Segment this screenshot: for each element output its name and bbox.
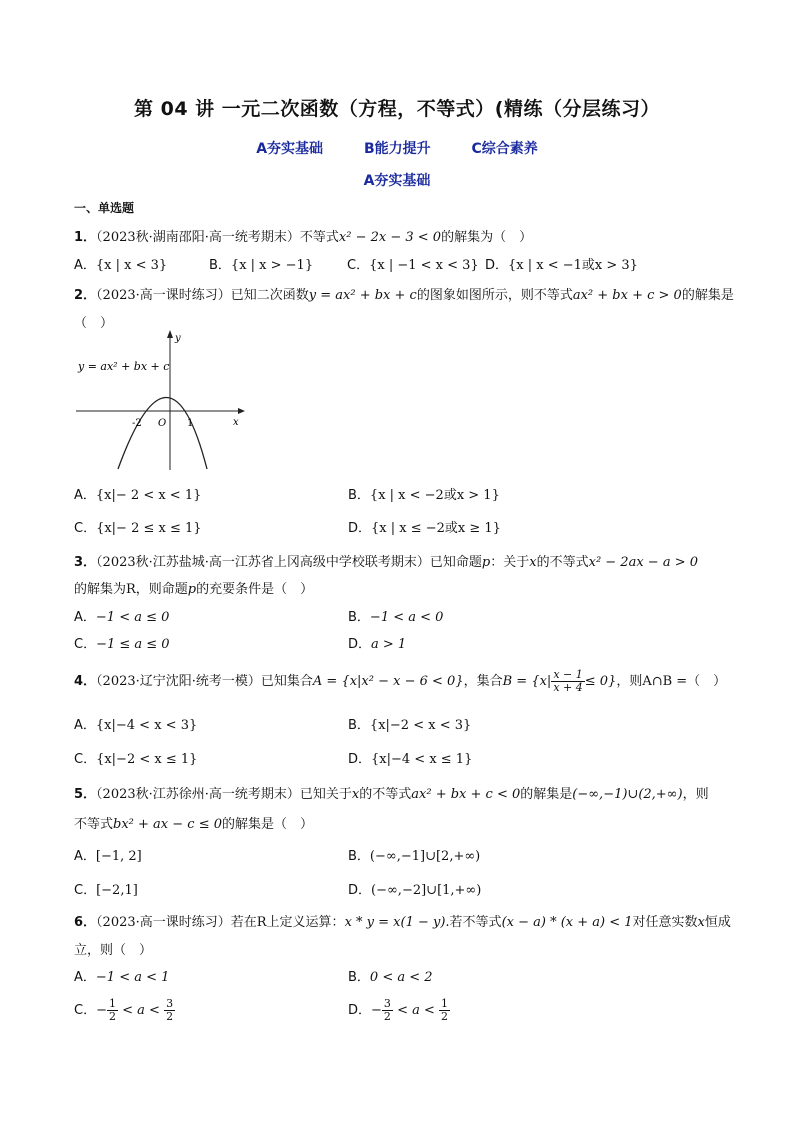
y-axis-arrow bbox=[167, 330, 173, 338]
math-expression: ax² + bx + c < 0 bbox=[411, 787, 521, 802]
q6-option-d[interactable]: D．− $\frac{3}{2}$ < a < $\frac{1}{2}$ bbox=[348, 997, 449, 1023]
question-2-paren: （ ） bbox=[74, 316, 114, 331]
q4-option-d[interactable]: D．{x|−4 < x ≤ 1} bbox=[348, 752, 473, 767]
question-5-line2: 不等式bx² + ax − c ≤ 0的解集是（ ） bbox=[74, 817, 314, 832]
question-2 bbox=[74, 284, 734, 303]
tick-origin: O bbox=[158, 418, 167, 429]
fraction: $\frac{1}{2}$ bbox=[108, 997, 116, 1023]
subheading: A夯实基础 bbox=[363, 173, 431, 189]
q1-option-d[interactable]: D．{x | x < −1或x > 3} bbox=[485, 258, 638, 273]
tick-neg2: -2 bbox=[132, 418, 142, 429]
question-3: 3．（2023秋·江苏盐城·高一江苏省上冈高级中学校联考期末）已知命题p：关于x的不等式x² − 2ax − a > 0 bbox=[74, 555, 698, 570]
q2-option-d[interactable]: D．{x | x ≤ −2或x ≥ 1} bbox=[348, 521, 501, 536]
question-number: 4． bbox=[74, 674, 97, 689]
q3-option-d[interactable]: D．a > 1 bbox=[348, 637, 407, 652]
q5-option-d[interactable]: D．(−∞,−2]∪[1,+∞) bbox=[348, 883, 482, 898]
question-text: 的解集是 bbox=[681, 288, 734, 303]
level-b: B能力提升 bbox=[363, 141, 431, 157]
q5-option-c[interactable]: C．[−2,1] bbox=[74, 883, 138, 898]
level-nav bbox=[0, 138, 794, 158]
q1-option-c[interactable]: C．{x | −1 < x < 3} bbox=[347, 258, 479, 273]
fraction: $\frac{3}{2}$ bbox=[383, 997, 391, 1023]
q3-option-c[interactable]: C．−1 ≤ a ≤ 0 bbox=[74, 637, 170, 652]
question-number: 2． bbox=[74, 288, 97, 303]
tick-1: 1 bbox=[187, 418, 194, 429]
fraction: $\frac{x - 1}{x + 4}$ bbox=[553, 668, 583, 694]
q6-option-c[interactable]: C．− $\frac{1}{2}$ < a < $\frac{3}{2}$ bbox=[74, 997, 174, 1023]
x-axis-arrow bbox=[238, 408, 245, 414]
question-1 bbox=[74, 226, 532, 245]
question-4: 4．（2023·辽宁沈阳·统考一模）已知集合A = {x|x² − x − 6 < 0}，集合B = {x| $\frac{x - 1}{x + 4}$ ≤ 0}，则A∩B =（ ） bbox=[74, 668, 727, 694]
question-text: 的图象如图所示，则不等式 bbox=[416, 288, 573, 303]
q2-option-a[interactable]: A．{x|− 2 < x < 1} bbox=[74, 488, 202, 503]
question-text: 的解集为（ ） bbox=[441, 230, 533, 245]
question-text: （2023秋·江苏盐城·高一江苏省上冈高级中学校联考期末）已知命题 bbox=[96, 555, 482, 570]
question-text: （2023秋·湖南邵阳·高一统考期末）不等式 bbox=[96, 230, 339, 245]
level-c: C综合素养 bbox=[471, 141, 538, 157]
q3-option-a[interactable]: A．−1 < a ≤ 0 bbox=[74, 610, 170, 625]
question-6: 6．（2023·高一课时练习）若在R上定义运算：x * y = x(1 − y).若不等式(x − a) * (x + a) < 1对任意实数x恒成 bbox=[74, 915, 731, 930]
question-6-line2: 立，则（ ） bbox=[74, 943, 153, 958]
q4-option-a[interactable]: A．{x|−4 < x < 3} bbox=[74, 718, 198, 733]
graph-label: y = ax² + bx + c bbox=[78, 360, 170, 373]
q2-option-c[interactable]: C．{x|− 2 ≤ x ≤ 1} bbox=[74, 521, 202, 536]
question-text: （2023·高一课时练习）已知二次函数 bbox=[96, 288, 309, 303]
math-expression: ax² + bx + c > 0 bbox=[572, 288, 682, 303]
math-expression: x² − 2x − 3 < 0 bbox=[338, 230, 442, 245]
question-number: 5． bbox=[74, 787, 97, 802]
fraction: $\frac{3}{2}$ bbox=[166, 997, 174, 1023]
axis-y-label: y bbox=[175, 333, 181, 344]
question-text: （2023秋·江苏徐州·高一统考期末）已知关于 bbox=[96, 787, 352, 802]
math-expression: A = {x|x² − x − 6 < 0} bbox=[312, 674, 464, 689]
page-title: 第 04 讲 一元二次函数（方程，不等式）(精练（分层练习） bbox=[134, 98, 660, 120]
q4-option-b[interactable]: B．{x|−2 < x < 3} bbox=[348, 718, 472, 733]
q2-option-b[interactable]: B．{x | x < −2或x > 1} bbox=[348, 488, 500, 503]
q3-option-b[interactable]: B．−1 < a < 0 bbox=[348, 610, 444, 625]
question-3-line2: 的解集为R，则命题p的充要条件是（ ） bbox=[74, 582, 314, 597]
question-text: （2023·高一课时练习）若在R上定义运算： bbox=[96, 915, 345, 930]
question-number: 1． bbox=[74, 230, 97, 245]
question-text: （2023·辽宁沈阳·统考一模）已知集合 bbox=[96, 674, 313, 689]
q1-option-a[interactable]: A．{x | x < 3} bbox=[74, 258, 168, 273]
question-number: 6． bbox=[74, 915, 97, 930]
q5-option-a[interactable]: A．[−1, 2] bbox=[74, 849, 142, 864]
math-expression: (x − a) * (x + a) < 1 bbox=[501, 915, 633, 930]
parabola-curve bbox=[118, 398, 207, 470]
question-number: 3． bbox=[74, 555, 97, 570]
math-expression: y = ax² + bx + c bbox=[308, 288, 417, 303]
q1-option-b[interactable]: B．{x | x > −1} bbox=[209, 258, 314, 273]
q4-option-c[interactable]: C．{x|−2 < x ≤ 1} bbox=[74, 752, 198, 767]
question-5: 5．（2023秋·江苏徐州·高一统考期末）已知关于x的不等式ax² + bx + c < 0的解集是(−∞,−1)∪(2,+∞)，则 bbox=[74, 787, 709, 802]
math-expression: bx² + ax − c ≤ 0 bbox=[113, 817, 222, 832]
q5-option-b[interactable]: B．(−∞,−1]∪[2,+∞) bbox=[348, 849, 481, 864]
level-a: A夯实基础 bbox=[256, 141, 324, 157]
section-heading: 一、单选题 bbox=[74, 201, 135, 215]
math-expression: x² − 2ax − a > 0 bbox=[588, 555, 698, 570]
q6-option-b[interactable]: B．0 < a < 2 bbox=[348, 970, 433, 985]
fraction: $\frac{1}{2}$ bbox=[441, 997, 449, 1023]
math-expression: x * y = x(1 − y) bbox=[344, 915, 446, 930]
axis-x-label: x bbox=[233, 417, 239, 428]
parabola-graph bbox=[74, 328, 254, 476]
q6-option-a[interactable]: A．−1 < a < 1 bbox=[74, 970, 170, 985]
